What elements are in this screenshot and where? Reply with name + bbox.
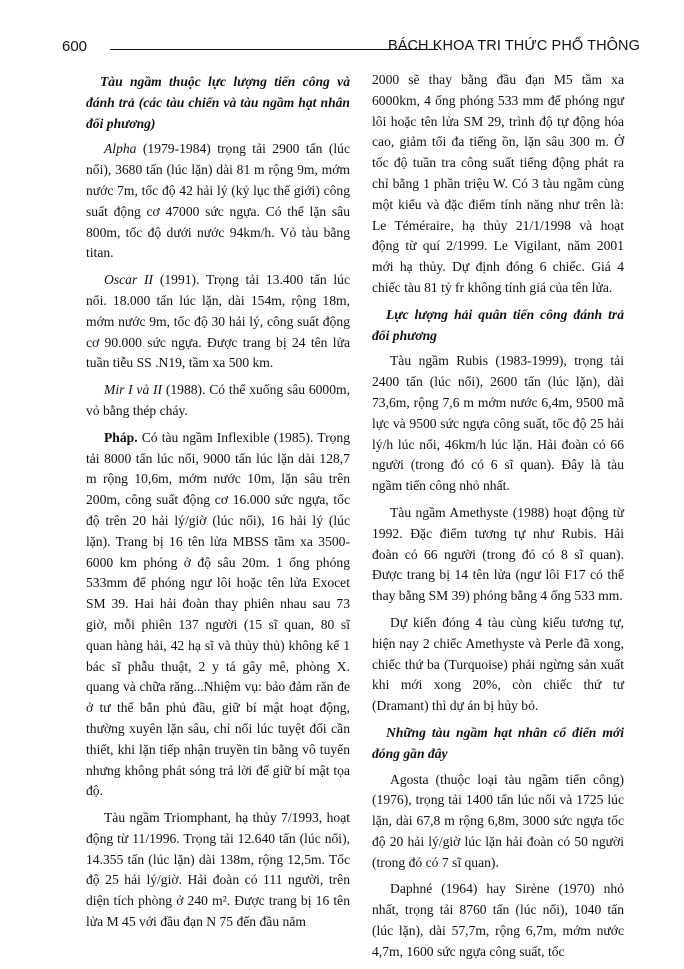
paragraph-planned-builds: Dự kiến đóng 4 tàu cùng kiểu tương tự, hiện nay 2 chiếc Amethyste và Perle đã xong, chiếc thứ ba (Turquoise) phải ngừng sản xuất khi mới xong 20%, còn chiếc thứ tư (Dramant) thì dự án bị hủy bỏ. bbox=[372, 614, 624, 714]
paragraph-triomphant: Tàu ngầm Triomphant, hạ thủy 7/1993, hoạt động từ 11/1996. Trọng tải 12.640 tấn (lúc nổi), 14.355 tấn (lúc lặn) dài 138m, rộng 12,5m. Tốc độ 25 hải lý/giờ. Hải đoàn có 111 người, trên diện tích phòng ở 240 m². Được trang bị 16 tên lửa M 45 với đầu đạn N 75 đến đầu năm bbox=[86, 810, 350, 930]
paragraph-alpha: Alpha (1979-1984) trọng tải 2900 tấn (lúc nổi), 3680 tấn (lúc lặn) dài 81 m rộng 9m, mớm nước 7m, tốc độ 42 hải lý (kỷ lục thế giới) công suất động cơ 47000 sức ngựa. Có thể lặn sâu 800m, tốc độ dưới nước 94km/h. Vỏ tàu bằng titan. bbox=[86, 141, 350, 261]
paragraph-amethyste: Tàu ngầm Amethyste (1988) hoạt động từ 1992. Đặc điểm tương tự như Rubis. Hải đoàn có 66 người (trong đó có 8 sĩ quan). Được trang bị 14 tên lửa (ngư lôi F17 có thể thay bằng SM 39) phóng bằng 4 ống 533 mm. bbox=[372, 504, 624, 604]
right-column bbox=[372, 70, 624, 969]
paragraph-triomphant-continued: 2000 sẽ thay bằng đầu đạn M5 tầm xa 6000km, 4 ống phóng 533 mm để phóng ngư lôi hoặc tên lửa SM 29, trình độ tự động hóa cao, giảm tối đa tiếng ồn, lặn sâu 300 m. Ở tốc độ tuần tra công suất tiếng động phát ra chỉ bằng 1 phần triệu W. Có 3 tàu ngầm cùng một kiểu và đặc điểm tính năng như trên là: Le Téméraire, hạ thủy 21/1/1998 và hoạt động từ quí 2/1999. Le Vigilant, năm 2001 mới hạ thủy. Dự định đóng 6 chiếc. Giá 4 chiếc tàu 81 tỷ fr không tính giá của tên lửa. bbox=[372, 72, 624, 295]
paragraph-mir: Mir I và II (1988). Có thể xuống sâu 6000m, vỏ bằng thép cháy. bbox=[86, 382, 350, 418]
submarine-name-mir: Mir I và II bbox=[104, 382, 163, 398]
running-title: BÁCH KHOA TRI THỨC PHỔ THÔNG bbox=[387, 38, 640, 54]
page-header bbox=[62, 38, 640, 58]
section-heading-attack-submarines: Tàu ngầm thuộc lực lượng tiến công và đánh trả (các tàu chiến và tàu ngầm hạt nhân đối phương) bbox=[86, 74, 350, 131]
section-heading-classic-submarines: Những tàu ngầm hạt nhân cổ điển mới đóng gần đây bbox=[372, 724, 624, 761]
paragraph-agosta: Agosta (thuộc loại tàu ngầm tiến công) (1976), trọng tải 1400 tấn lúc nổi và 1725 lúc lặn, dài 67,8 m rộng 6,8m, 3000 sức ngựa tốc độ 20 hải lý/giờ lúc lặn hải đoàn có 50 người (trong đó có 7 sĩ quan). bbox=[372, 771, 624, 870]
paragraph-daphne: Daphné (1964) hay Sirène (1970) nhỏ nhất, trọng tải 8760 tấn (lúc nổi), 1040 tấn (lúc lặn), dài 57,7m, rộng 6,7m, mớm nước 4,7m, 1600 sức ngựa công suất, tốc bbox=[372, 881, 624, 959]
paragraph-rubis: Tàu ngầm Rubis (1983-1999), trọng tải 2400 tấn (lúc nổi), 2600 tấn (lúc lặn), dài 73,6m, rộng 7,6 m mớm nước 6,4m, 9500 mã lực và 9500 sức ngựa công suất, tốc độ 25 hải lý/h lúc nổi, 46km/h lúc lặn. Hải đoàn có 66 người (trong đó có 6 sĩ quan). Đây là tàu ngầm tiến công nhỏ nhất. bbox=[372, 353, 624, 494]
left-column bbox=[86, 72, 350, 939]
paragraph-france: Pháp. Có tàu ngầm Inflexible (1985). Trọng tải 8000 tấn lúc nổi, 9000 tấn lúc lặn dài 128,7 m rộng 10,6m, mớm nước 10m, lặn sâu trên 200m, công suất động cơ 16.000 sức ngựa, tốc độ trên 20 hải lý/giờ (lúc nổi), 16 hải lý (lúc lặn). Trang bị 16 tên lửa MBSS tầm xa 3500-6000 km phóng ở độ sâu 20m. 1 ống phóng 533mm để phóng ngư lôi hoặc tên lửa Exocet SM 39. Hai hải đoàn thay phiên nhau sau 73 giờ, mỗi phiên 137 người (15 sĩ quan, 80 sĩ quan hàng hải, 42 hạ sĩ và thủy thủ) không kể 1 bác sĩ phẫu thuật, 2 y tá gây mê, phòng X. quang và chữa răng...Nhiệm vụ: bảo đảm răn đe ở tư thế bắn phủ đầu, giữ bí mật hoạt động, thường xuyên lặn sâu, chỉ nổi lúc tuyệt đối cần thiết, khi lặn tiếp nhận truyền tin bằng vô tuyến nhưng không phát sóng trả lời để giữ bí mật tọa độ. bbox=[86, 429, 350, 799]
page-number: 600 bbox=[62, 38, 88, 55]
submarine-name-alpha: Alpha bbox=[104, 141, 137, 157]
section-heading-naval-attack-force: Lực lượng hải quân tiến công đánh trả đối phương bbox=[372, 306, 624, 343]
country-lead-france: Pháp. bbox=[104, 429, 138, 445]
submarine-name-oscar: Oscar II bbox=[104, 272, 154, 288]
paragraph-oscar: Oscar II (1991). Trọng tải 13.400 tấn lúc nổi. 18.000 tấn lúc lặn, dài 154m, rộng 18m, mớm nước 9m, tốc độ 30 hải lý, công suất động cơ 90.000 sức ngựa. Được trang bị 24 tên lửa tuần tiễu SS .N19, tầm xa 500 km. bbox=[86, 272, 350, 371]
